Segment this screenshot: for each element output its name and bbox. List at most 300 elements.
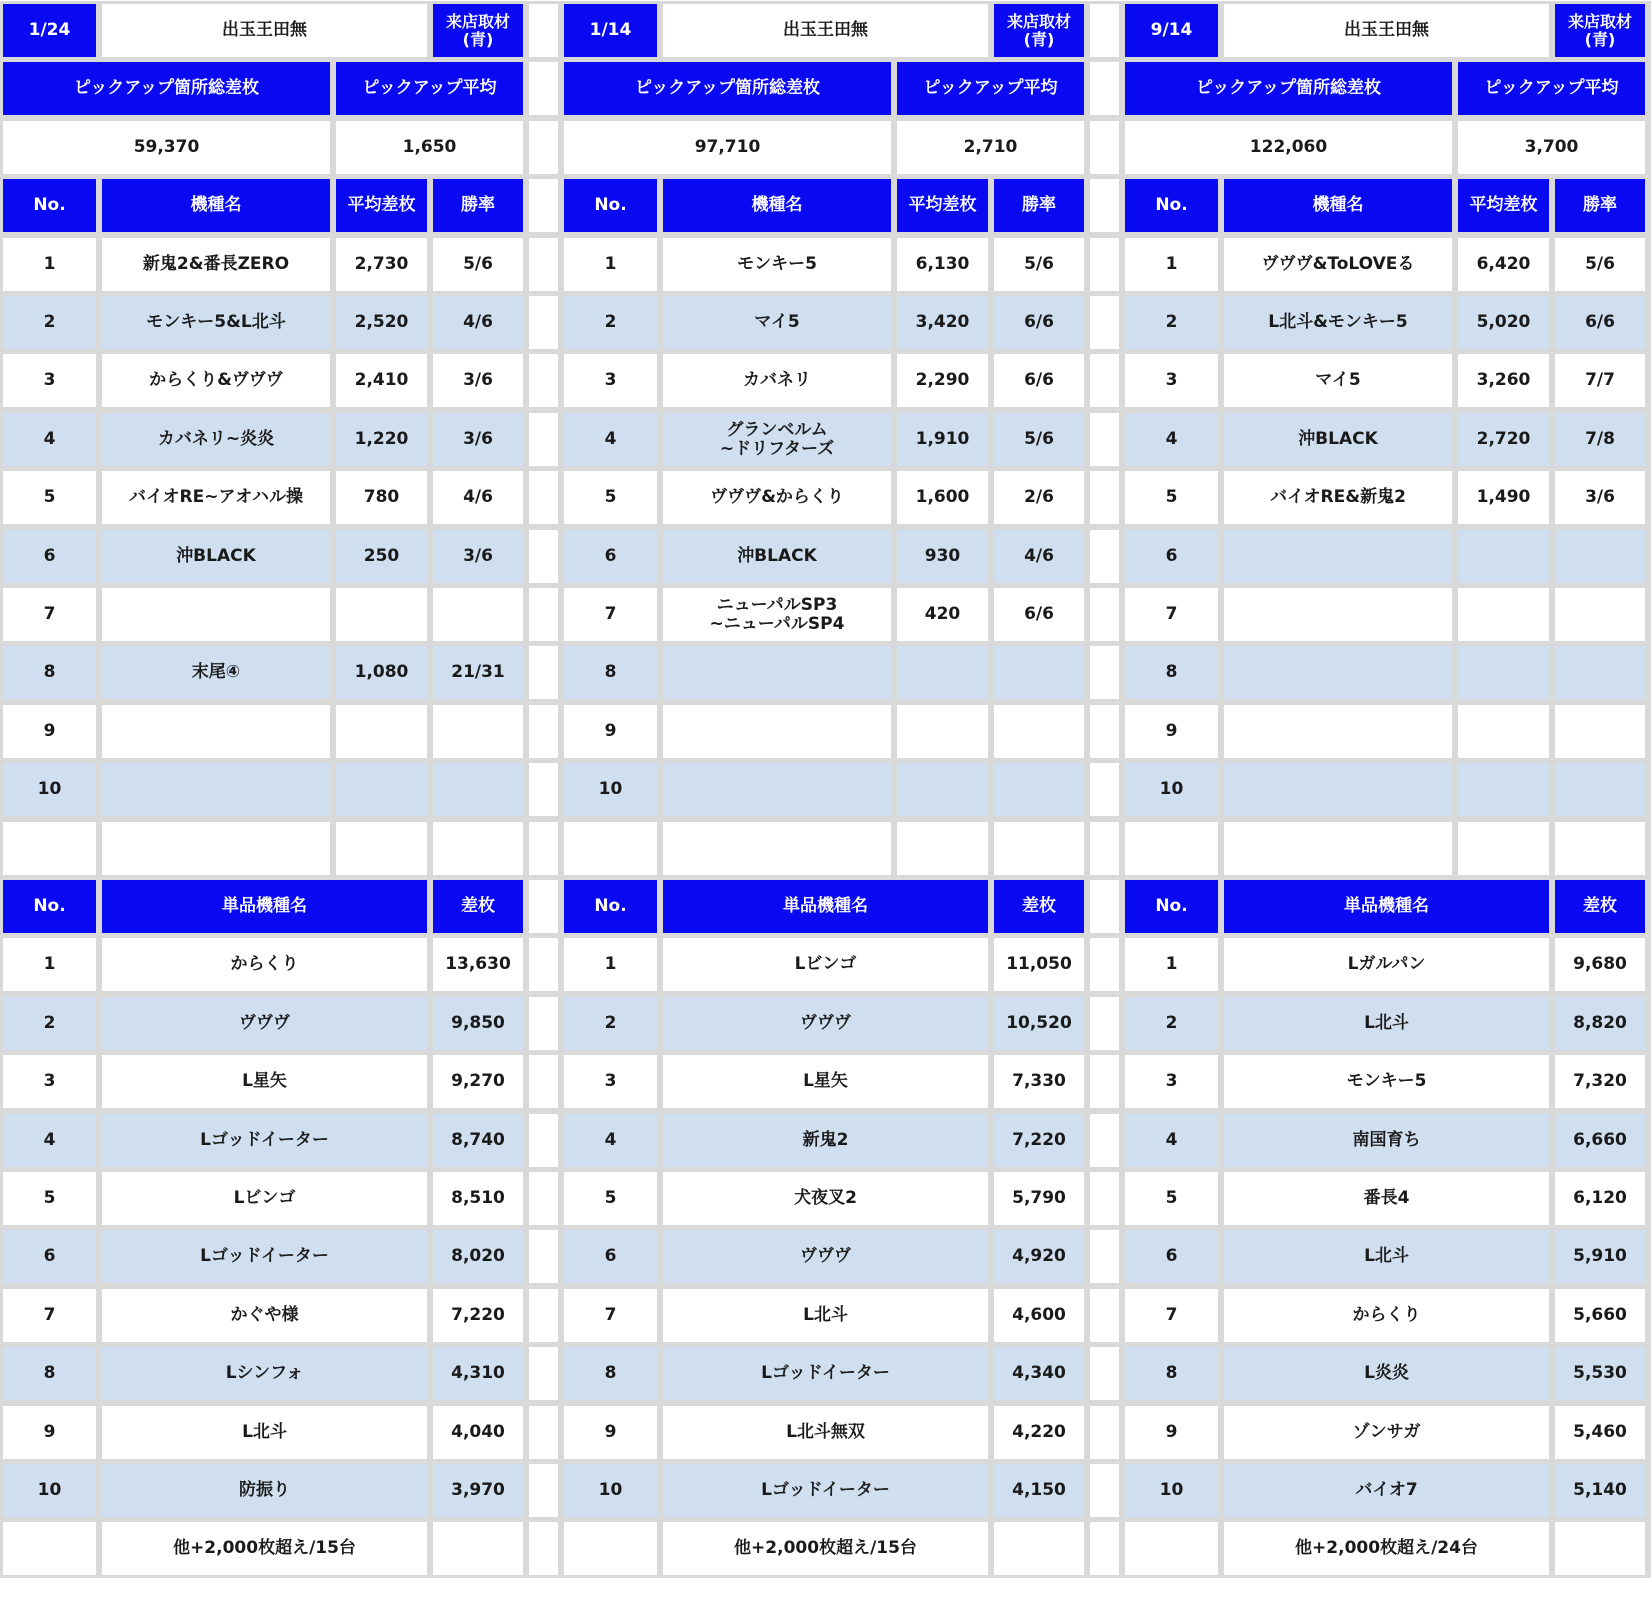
machine-row-avg-diff-text: 1,910	[915, 429, 970, 450]
single-row-name-text: Lシンフォ	[225, 1363, 304, 1384]
machine-row-avg-diff-text: 250	[363, 546, 400, 567]
pickup-total-value	[1122, 118, 1455, 177]
machine-row-no	[1122, 468, 1221, 527]
machine-row-no-text: 6	[43, 546, 56, 567]
single-row-name-text: モンキー5	[1346, 1071, 1427, 1092]
machine-row-avg-diff	[333, 351, 430, 410]
machine-row-win-rate	[991, 293, 1087, 352]
machine-row-no-text: 8	[1165, 662, 1178, 683]
machine-row-avg-diff-text: 2,730	[354, 254, 409, 275]
single-row-diff	[1552, 1286, 1648, 1345]
machine-row-win-rate	[430, 468, 526, 527]
report-panel-2	[561, 1, 1122, 1605]
date-label	[561, 1, 660, 60]
single-row-name	[660, 1286, 991, 1345]
machine-row-name-text: 末尾④	[191, 662, 241, 683]
machine-row-win-rate-text: 4/6	[463, 487, 493, 508]
machine-row-win-rate	[430, 760, 526, 819]
single-row-name	[660, 1169, 991, 1228]
single-row-name-text: 新鬼2	[802, 1130, 849, 1151]
spacer-cell	[1455, 819, 1552, 878]
single-row-diff-text: 5,460	[1573, 1422, 1627, 1443]
col-header-no-text: No.	[594, 195, 627, 216]
single-row-diff	[991, 1403, 1087, 1462]
single-row-no-text: 8	[604, 1363, 617, 1384]
pickup-total-header-text: ピックアップ箇所総差枚	[634, 78, 821, 99]
pickup-average-header	[333, 59, 526, 118]
single-row-no-text: 9	[43, 1422, 56, 1443]
single-row-name	[1221, 1461, 1552, 1520]
single-row-diff	[430, 1169, 526, 1228]
machine-row-name-text: からくり&ヴヴヴ	[149, 370, 283, 391]
single-row-diff	[1552, 935, 1648, 994]
gap-cell	[1087, 994, 1122, 1053]
machine-row-avg-diff	[1455, 702, 1552, 761]
single-row-name	[660, 1111, 991, 1170]
single-row-name	[660, 1052, 991, 1111]
single-row-diff-text: 5,660	[1573, 1305, 1627, 1326]
pickup-total-header	[561, 59, 894, 118]
single-row-diff	[430, 1461, 526, 1520]
col-header-no	[1122, 176, 1221, 235]
machine-row-no	[561, 585, 660, 644]
machine-row-win-rate	[991, 702, 1087, 761]
single-row-no-text: 7	[1165, 1305, 1178, 1326]
pickup-average-value-text: 2,710	[963, 137, 1018, 158]
machine-row-no	[1122, 527, 1221, 586]
machine-row-win-rate-text: 5/6	[1024, 429, 1054, 450]
gap-cell	[1087, 1, 1122, 60]
machine-row-win-rate	[1552, 293, 1648, 352]
col-header-win-rate-text: 勝率	[1583, 195, 1617, 216]
machine-row-win-rate-text: 2/6	[1024, 487, 1054, 508]
single-row-diff	[1552, 1169, 1648, 1228]
machine-row-no	[1122, 585, 1221, 644]
machine-row-no-text: 9	[1165, 721, 1178, 742]
machine-row-avg-diff	[894, 468, 991, 527]
event-label-text-line1: 来店取材	[1006, 12, 1071, 32]
machine-row-name-text: バイオRE~アオハル操	[129, 487, 303, 508]
gap-cell	[526, 1344, 561, 1403]
machine-row-no	[1122, 760, 1221, 819]
single-row-diff-text: 4,600	[1012, 1305, 1066, 1326]
single-row-name	[99, 1227, 430, 1286]
single-row-name-text: ヴヴヴ	[239, 1013, 290, 1034]
gap-cell	[526, 410, 561, 469]
machine-row-no-text: 5	[1165, 487, 1178, 508]
event-label-text-line2: (青)	[462, 29, 494, 49]
single-row-no	[0, 1461, 99, 1520]
single-row-name	[660, 935, 991, 994]
gap-cell	[526, 1227, 561, 1286]
machine-row-name-text-line1: グランベルム	[726, 420, 828, 441]
machine-row-name	[1221, 410, 1455, 469]
col-header-avg-diff-text: 平均差枚	[908, 195, 977, 216]
single-row-diff-text: 5,530	[1573, 1363, 1627, 1384]
gap-cell	[1087, 643, 1122, 702]
single-row-no	[0, 935, 99, 994]
gap-cell	[1087, 176, 1122, 235]
spacer-cell	[660, 819, 894, 878]
machine-row-win-rate-text: 3/6	[463, 546, 493, 567]
gap-cell	[526, 1286, 561, 1345]
single-row-name	[99, 1344, 430, 1403]
machine-row-no-text: 3	[604, 370, 617, 391]
gap-cell	[1087, 410, 1122, 469]
machine-row-win-rate-text: 4/6	[1024, 546, 1054, 567]
single-row-no	[561, 1052, 660, 1111]
pickup-total-value	[561, 118, 894, 177]
machine-row-avg-diff	[1455, 468, 1552, 527]
machine-row-name	[1221, 351, 1455, 410]
single-row-no-text: 2	[1165, 1013, 1178, 1034]
result-label-text: 出玉王田無	[783, 20, 868, 41]
single-row-diff-text: 4,340	[1012, 1363, 1066, 1384]
machine-row-no	[561, 468, 660, 527]
machine-row-no-text: 1	[604, 254, 617, 275]
single-row-no	[0, 994, 99, 1053]
gap-cell	[526, 702, 561, 761]
single-row-name-text: L北斗	[803, 1305, 848, 1326]
gap-cell	[1087, 1052, 1122, 1111]
spacer-cell	[991, 819, 1087, 878]
single-row-no-text: 10	[1159, 1480, 1184, 1501]
single-row-name-text: ヴヴヴ	[800, 1246, 851, 1267]
machine-row-avg-diff-text: 780	[363, 487, 400, 508]
gap-cell	[526, 118, 561, 177]
col-header-win-rate	[430, 176, 526, 235]
col-header-avg-diff	[1455, 176, 1552, 235]
machine-row-avg-diff	[333, 585, 430, 644]
single-row-diff	[430, 1344, 526, 1403]
machine-row-win-rate-text: 3/6	[463, 370, 493, 391]
pickup-total-header	[1122, 59, 1455, 118]
machine-row-no-text: 9	[43, 721, 56, 742]
machine-row-name-text-line1: ニューパルSP3	[716, 595, 838, 616]
gap-cell	[1087, 702, 1122, 761]
gap-cell	[1087, 1227, 1122, 1286]
col-header-no-text: No.	[1155, 195, 1188, 216]
single-row-no-text: 3	[604, 1071, 617, 1092]
single-header-no-text: No.	[1155, 896, 1188, 917]
machine-row-no	[0, 293, 99, 352]
single-row-no	[1122, 1111, 1221, 1170]
single-row-no-text: 9	[604, 1422, 617, 1443]
machine-row-name	[660, 527, 894, 586]
single-header-machine	[660, 877, 991, 936]
gap-cell	[526, 643, 561, 702]
machine-row-no	[1122, 643, 1221, 702]
single-row-diff	[991, 1286, 1087, 1345]
single-header-diff	[430, 877, 526, 936]
single-row-name-text: からくり	[230, 954, 299, 975]
single-row-name-text: L星矢	[242, 1071, 287, 1092]
machine-row-win-rate-text: 3/6	[463, 429, 493, 450]
single-row-no	[1122, 1286, 1221, 1345]
single-row-diff	[991, 1111, 1087, 1170]
gap-cell	[1087, 59, 1122, 118]
gap-cell	[1087, 1519, 1122, 1578]
footer-blank	[1552, 1519, 1648, 1578]
single-header-no	[0, 877, 99, 936]
gap-cell	[526, 1, 561, 60]
pickup-average-value-text: 3,700	[1524, 137, 1579, 158]
machine-row-name-text: モンキー5	[737, 254, 817, 275]
machine-row-name	[1221, 760, 1455, 819]
col-header-win-rate	[1552, 176, 1648, 235]
machine-row-name-text-line2: ~ニューパルSP4	[709, 613, 845, 634]
single-row-name	[99, 1111, 430, 1170]
machine-row-no	[0, 351, 99, 410]
single-row-diff-text: 4,920	[1012, 1246, 1066, 1267]
machine-row-no	[0, 527, 99, 586]
machine-row-no	[0, 235, 99, 294]
gap-cell	[1087, 527, 1122, 586]
machine-row-avg-diff-text: 2,410	[354, 370, 409, 391]
single-row-diff	[430, 1403, 526, 1462]
machine-row-avg-diff-text: 5,020	[1476, 312, 1531, 333]
machine-row-name-text: マイ5	[754, 312, 800, 333]
machine-row-win-rate	[991, 527, 1087, 586]
single-row-diff	[1552, 1344, 1648, 1403]
single-row-no-text: 10	[37, 1480, 62, 1501]
single-row-no-text: 6	[1165, 1246, 1178, 1267]
single-row-diff	[430, 994, 526, 1053]
machine-row-win-rate	[991, 468, 1087, 527]
machine-row-avg-diff	[1455, 235, 1552, 294]
machine-row-win-rate-text: 5/6	[463, 254, 493, 275]
machine-row-name-text: 沖BLACK	[1298, 429, 1378, 450]
spacer-cell	[1552, 819, 1648, 878]
single-row-diff-text: 5,910	[1573, 1246, 1627, 1267]
machine-row-name	[660, 235, 894, 294]
single-row-name	[660, 994, 991, 1053]
machine-row-no	[0, 643, 99, 702]
single-header-machine	[1221, 877, 1552, 936]
machine-row-name-text: 沖BLACK	[176, 546, 256, 567]
spacer-cell	[430, 819, 526, 878]
machine-row-no	[1122, 235, 1221, 294]
machine-row-no-text: 7	[604, 604, 617, 625]
machine-row-name	[660, 643, 894, 702]
single-row-no-text: 1	[604, 954, 617, 975]
single-header-diff-text: 差枚	[461, 896, 495, 917]
single-header-diff	[1552, 877, 1648, 936]
machine-row-no-text: 6	[604, 546, 617, 567]
col-header-avg-diff	[894, 176, 991, 235]
machine-row-no	[561, 527, 660, 586]
pickup-average-value	[333, 118, 526, 177]
single-row-no-text: 6	[43, 1246, 56, 1267]
machine-row-avg-diff-text: 930	[924, 546, 961, 567]
event-label-text-line1: 来店取材	[445, 12, 510, 32]
machine-row-name	[660, 760, 894, 819]
single-row-name-text: L北斗無双	[786, 1422, 865, 1443]
single-row-diff	[430, 1111, 526, 1170]
single-row-no-text: 2	[604, 1013, 617, 1034]
gap-cell	[526, 585, 561, 644]
single-row-no-text: 4	[43, 1130, 56, 1151]
col-header-machine-text: 機種名	[1312, 195, 1364, 216]
machine-row-avg-diff	[333, 760, 430, 819]
date-label-text: 1/14	[589, 20, 632, 41]
machine-row-no-text: 3	[1165, 370, 1178, 391]
event-label-text-line2: (青)	[1584, 29, 1616, 49]
single-row-no	[561, 1461, 660, 1520]
machine-row-win-rate-text: 6/6	[1024, 604, 1054, 625]
result-label	[660, 1, 991, 60]
single-row-name	[660, 1344, 991, 1403]
single-row-diff	[1552, 1403, 1648, 1462]
single-row-no-text: 6	[604, 1246, 617, 1267]
machine-row-name-text: L北斗&モンキー5	[1268, 312, 1408, 333]
machine-row-name	[1221, 468, 1455, 527]
machine-row-no	[0, 585, 99, 644]
machine-row-win-rate	[991, 235, 1087, 294]
gap-cell	[526, 351, 561, 410]
footer-note	[99, 1519, 430, 1578]
result-label	[1221, 1, 1552, 60]
machine-row-no	[1122, 702, 1221, 761]
single-row-name-text: ヴヴヴ	[800, 1013, 851, 1034]
machine-row-name	[660, 410, 894, 469]
machine-row-win-rate	[430, 351, 526, 410]
machine-row-avg-diff	[1455, 760, 1552, 819]
single-row-name-text: Lビンゴ	[233, 1188, 296, 1209]
single-header-no	[561, 877, 660, 936]
single-row-name-text: Lビンゴ	[794, 954, 857, 975]
event-label-text-line1: 来店取材	[1567, 12, 1632, 32]
machine-row-no-text: 5	[604, 487, 617, 508]
gap-cell	[1087, 468, 1122, 527]
machine-row-name-text-line2: ~ドリフターズ	[719, 438, 835, 459]
machine-row-win-rate	[430, 235, 526, 294]
footer-note-text: 他+2,000枚超え/15台	[173, 1538, 356, 1559]
machine-row-win-rate-text: 6/6	[1024, 312, 1054, 333]
single-row-name	[1221, 1052, 1552, 1111]
single-row-no	[1122, 1052, 1221, 1111]
machine-row-avg-diff	[894, 235, 991, 294]
date-label	[0, 1, 99, 60]
machine-row-no-text: 7	[1165, 604, 1178, 625]
gap-cell	[1087, 1403, 1122, 1462]
machine-row-name	[99, 351, 333, 410]
machine-row-win-rate-text: 6/6	[1585, 312, 1615, 333]
col-header-win-rate-text: 勝率	[461, 195, 495, 216]
single-row-no-text: 4	[1165, 1130, 1178, 1151]
single-row-diff	[430, 1227, 526, 1286]
machine-row-win-rate	[1552, 760, 1648, 819]
machine-row-avg-diff-text: 2,520	[354, 312, 409, 333]
gap-cell	[1087, 760, 1122, 819]
single-row-no	[0, 1344, 99, 1403]
machine-row-avg-diff	[333, 527, 430, 586]
report-panel-3	[1122, 1, 1651, 1605]
gap-cell	[1087, 935, 1122, 994]
machine-row-avg-diff	[894, 293, 991, 352]
machine-row-win-rate-text: 5/6	[1024, 254, 1054, 275]
footer-blank	[0, 1519, 99, 1578]
col-header-machine	[660, 176, 894, 235]
single-row-diff-text: 7,220	[1012, 1130, 1066, 1151]
machine-row-name	[1221, 293, 1455, 352]
machine-row-win-rate-text: 4/6	[463, 312, 493, 333]
machine-row-win-rate	[430, 585, 526, 644]
single-row-name-text: 防振り	[239, 1480, 290, 1501]
single-header-no-text: No.	[594, 896, 627, 917]
machine-row-name-text: ヴヴヴ&ToLOVEる	[1261, 254, 1415, 275]
machine-row-name	[99, 760, 333, 819]
machine-row-avg-diff-text: 2,290	[915, 370, 970, 391]
machine-row-no	[0, 468, 99, 527]
single-row-diff	[991, 935, 1087, 994]
single-row-diff	[991, 1461, 1087, 1520]
spacer-cell	[561, 819, 660, 878]
col-header-machine-text: 機種名	[751, 195, 803, 216]
machine-row-name-text: カバネリ~炎炎	[157, 429, 275, 450]
single-row-name-text: L星矢	[803, 1071, 848, 1092]
machine-row-win-rate-text: 7/8	[1585, 429, 1615, 450]
spacer-cell	[333, 819, 430, 878]
machine-row-no-text: 10	[37, 779, 62, 800]
footer-blank	[1122, 1519, 1221, 1578]
machine-row-avg-diff	[1455, 293, 1552, 352]
machine-row-win-rate	[991, 351, 1087, 410]
machine-row-avg-diff	[894, 410, 991, 469]
machine-row-name	[660, 351, 894, 410]
single-row-name	[1221, 994, 1552, 1053]
single-row-name-text: バイオ7	[1355, 1480, 1418, 1501]
machine-row-no	[561, 760, 660, 819]
date-label-text: 9/14	[1150, 20, 1193, 41]
single-row-name-text: L北斗	[1364, 1013, 1409, 1034]
machine-row-win-rate	[430, 643, 526, 702]
single-row-name	[99, 935, 430, 994]
event-label-text-line2: (青)	[1023, 29, 1055, 49]
gap-cell	[526, 819, 561, 878]
single-row-diff-text: 4,310	[451, 1363, 505, 1384]
gap-cell	[526, 760, 561, 819]
col-header-avg-diff-text: 平均差枚	[1469, 195, 1538, 216]
single-row-no-text: 8	[43, 1363, 56, 1384]
single-row-no	[561, 994, 660, 1053]
single-row-name-text: Lガルパン	[1347, 954, 1426, 975]
machine-row-avg-diff	[333, 468, 430, 527]
single-row-diff-text: 4,220	[1012, 1422, 1066, 1443]
machine-row-no	[561, 351, 660, 410]
single-header-no	[1122, 877, 1221, 936]
single-row-diff-text: 13,630	[445, 954, 511, 975]
col-header-machine	[99, 176, 333, 235]
single-row-diff-text: 8,510	[451, 1188, 505, 1209]
pickup-total-value-text: 97,710	[694, 137, 761, 158]
single-row-name	[1221, 1227, 1552, 1286]
single-row-no	[1122, 1403, 1221, 1462]
spacer-cell	[0, 819, 99, 878]
gap-cell	[1087, 877, 1122, 936]
footer-note	[1221, 1519, 1552, 1578]
machine-row-avg-diff	[894, 760, 991, 819]
machine-row-no-text: 9	[604, 721, 617, 742]
col-header-avg-diff-text: 平均差枚	[347, 195, 416, 216]
machine-row-no	[561, 235, 660, 294]
single-row-no-text: 9	[1165, 1422, 1178, 1443]
single-row-name	[99, 1403, 430, 1462]
single-row-no	[561, 1286, 660, 1345]
single-row-name	[99, 1169, 430, 1228]
gap-cell	[526, 1519, 561, 1578]
spacer-cell	[1122, 819, 1221, 878]
